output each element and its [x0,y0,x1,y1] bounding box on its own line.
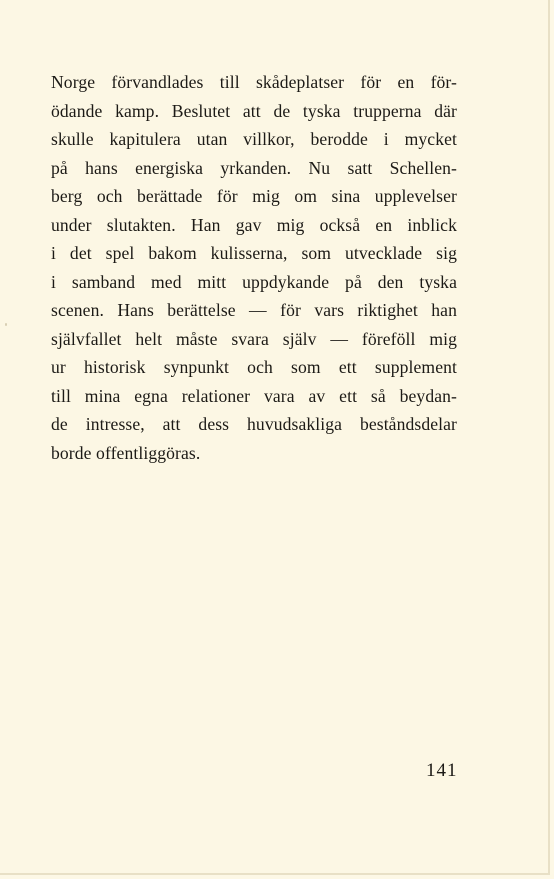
text-line: berg och berättade för mig om sina upplevelser [51,186,457,206]
text-line: scenen. Hans berättelse — för vars riktighet han [51,300,457,320]
text-line: ur historisk synpunkt och som ett supplement [51,357,457,377]
text-line: till mina egna relationer vara av ett så beydan- [51,385,457,406]
text-line: i det spel bakom kulisserna, som utvecklade sig [51,243,457,263]
text-line: i samband med mitt uppdykande på den tyska [51,271,457,292]
page-number: 141 [426,760,458,781]
text-line: Norge förvandlades till skådeplatser för en för- [51,72,457,92]
text-line: på hans energiska yrkanden. Nu satt Schellen- [51,157,457,178]
paper-speck [5,323,7,326]
body-text [51,68,457,467]
text-line: ödande kamp. Beslutet att de tyska trupperna där [51,100,457,121]
text-line: under slutakten. Han gav mig också en inblick [51,214,457,235]
text-line: självfallet helt måste svara själv — föreföll mig [51,328,457,349]
text-line: skulle kapitulera utan villkor, berodde i mycket [51,129,457,149]
text-line-last: borde offentliggöras. [51,442,201,463]
text-line: de intresse, att dess huvudsakliga beståndsdelar [51,414,457,434]
